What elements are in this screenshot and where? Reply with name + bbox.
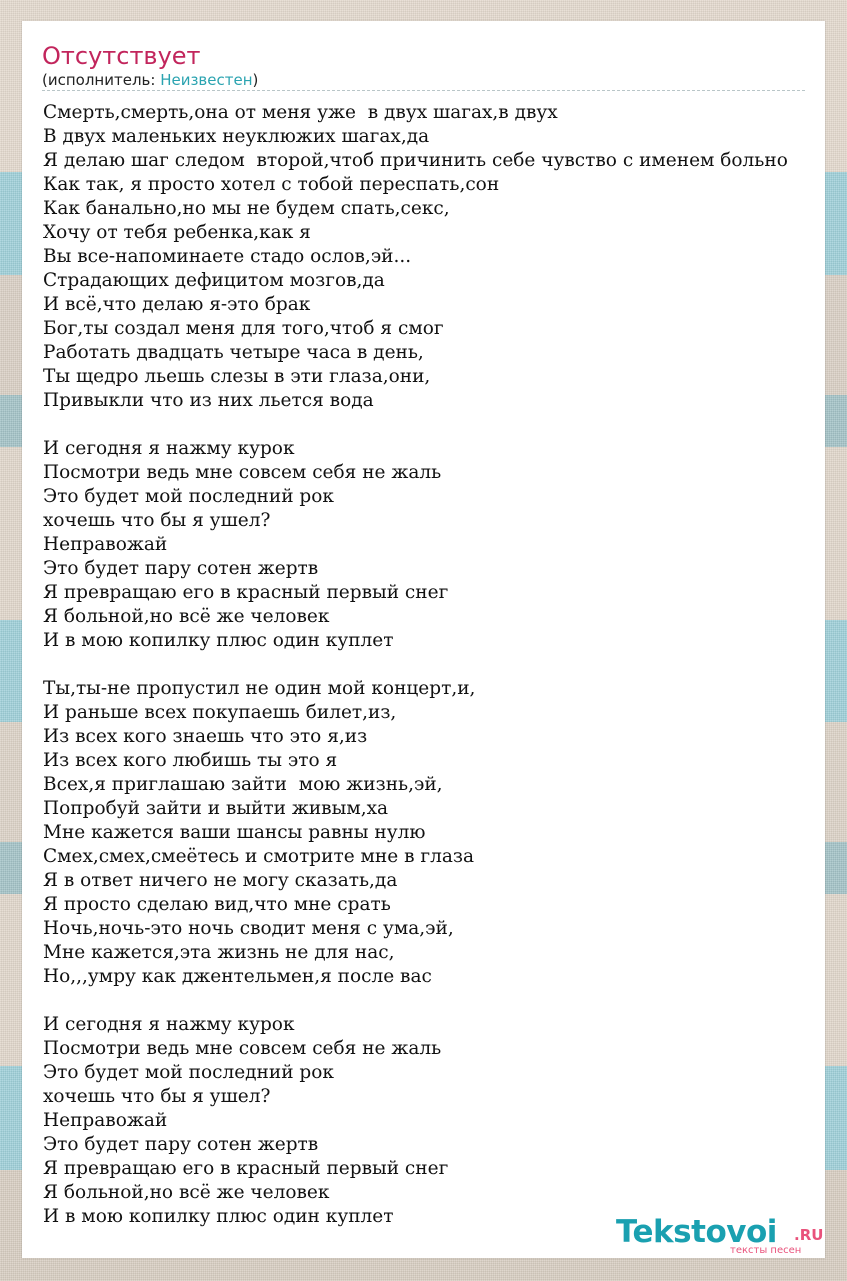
lyric-line: Вы все-напоминаете стадо ослов,эй... [43, 246, 412, 267]
lyric-line: Ночь,ночь-это ночь сводит меня с ума,эй, [43, 918, 454, 939]
lyric-line: Мне кажется ваши шансы равны нулю [43, 822, 426, 843]
lyric-line: Я просто сделаю вид,что мне срать [43, 894, 391, 915]
lyric-line: И в мою копилку плюс один куплет [43, 1206, 394, 1227]
lyric-line: Я делаю шаг следом второй,чтоб причинить себе чувство с именем больно [43, 150, 788, 171]
title-divider [42, 90, 805, 91]
lyric-line: И сегодня я нажму курок [43, 1014, 295, 1035]
lyric-line: Смерть,смерть,она от меня уже в двух шагах,в двух [43, 102, 558, 123]
artist-prefix: (исполнитель: [42, 71, 161, 89]
lyric-line [43, 989, 843, 1013]
lyric-line: И раньше всех покупаешь билет,из, [43, 702, 397, 723]
site-logo[interactable] [616, 1214, 826, 1256]
lyric-line: Как банально,но мы не будем спать,секс, [43, 198, 450, 219]
lyric-line: Это будет мой последний рок [43, 1062, 334, 1083]
lyric-line: Всех,я приглашаю зайти мою жизнь,эй, [43, 774, 443, 795]
lyric-line: Ты,ты-не пропустил не один мой концерт,и, [43, 678, 476, 699]
lyric-line: Посмотри ведь мне совсем себя не жаль [43, 462, 442, 483]
lyric-line: И в мою копилку плюс один куплет [43, 630, 394, 651]
lyric-line: Ты щедро льешь слезы в эти глаза,они, [43, 366, 431, 387]
artist-line [42, 70, 258, 90]
lyric-line [43, 413, 843, 437]
song-title: Отсутствует [42, 42, 201, 70]
artist-suffix: ) [252, 71, 259, 89]
lyric-line: Неправожай [43, 1110, 168, 1131]
lyric-line: Я превращаю его в красный первый снег [43, 582, 449, 603]
lyric-line: Работать двадцать четыре часа в день, [43, 342, 424, 363]
lyric-line: Неправожай [43, 534, 168, 555]
lyric-line: Я в ответ ничего не могу сказать,да [43, 870, 398, 891]
lyric-line: Попробуй зайти и выйти живым,ха [43, 798, 389, 819]
logo-wordmark: Tekstovoi [616, 1214, 777, 1250]
logo-domain: .RU [794, 1226, 824, 1244]
lyric-line: Страдающих дефицитом мозгов,да [43, 270, 385, 291]
lyric-line: Это будет мой последний рок [43, 486, 334, 507]
lyric-line: И сегодня я нажму курок [43, 438, 295, 459]
lyric-line: Из всех кого любишь ты это я [43, 750, 338, 771]
lyrics-text [43, 101, 843, 1229]
lyric-line: Это будет пару сотен жертв [43, 1134, 319, 1155]
lyric-line: Мне кажется,эта жизнь не для нас, [43, 942, 395, 963]
lyric-line: Посмотри ведь мне совсем себя не жаль [43, 1038, 442, 1059]
artist-link[interactable]: Неизвестен [160, 71, 253, 89]
lyric-line [43, 653, 843, 677]
logo-subtitle: тексты песен [730, 1245, 802, 1256]
lyrics-card [22, 21, 825, 1258]
lyric-line: Это будет пару сотен жертв [43, 558, 319, 579]
lyric-line: Хочу от тебя ребенка,как я [43, 222, 311, 243]
lyric-line: Привыкли что из них льется вода [43, 390, 374, 411]
lyric-line: хочешь что бы я ушел? [43, 1086, 271, 1107]
lyric-line: Я больной,но всё же человек [43, 606, 330, 627]
lyric-line: Но,,,умру как джентельмен,я после вас [43, 966, 432, 987]
lyric-line: Я превращаю его в красный первый снег [43, 1158, 449, 1179]
lyric-line: Бог,ты создал меня для того,чтоб я смог [43, 318, 444, 339]
lyric-line: Из всех кого знаешь что это я,из [43, 726, 368, 747]
lyric-line: хочешь что бы я ушел? [43, 510, 271, 531]
lyric-line: Смех,смех,смеётесь и смотрите мне в глаза [43, 846, 474, 867]
lyric-line: Как так, я просто хотел с тобой переспать,сон [43, 174, 500, 195]
lyric-line: Я больной,но всё же человек [43, 1182, 330, 1203]
lyric-line: И всё,что делаю я-это брак [43, 294, 311, 315]
lyric-line: В двух маленьких неуклюжих шагах,да [43, 126, 430, 147]
